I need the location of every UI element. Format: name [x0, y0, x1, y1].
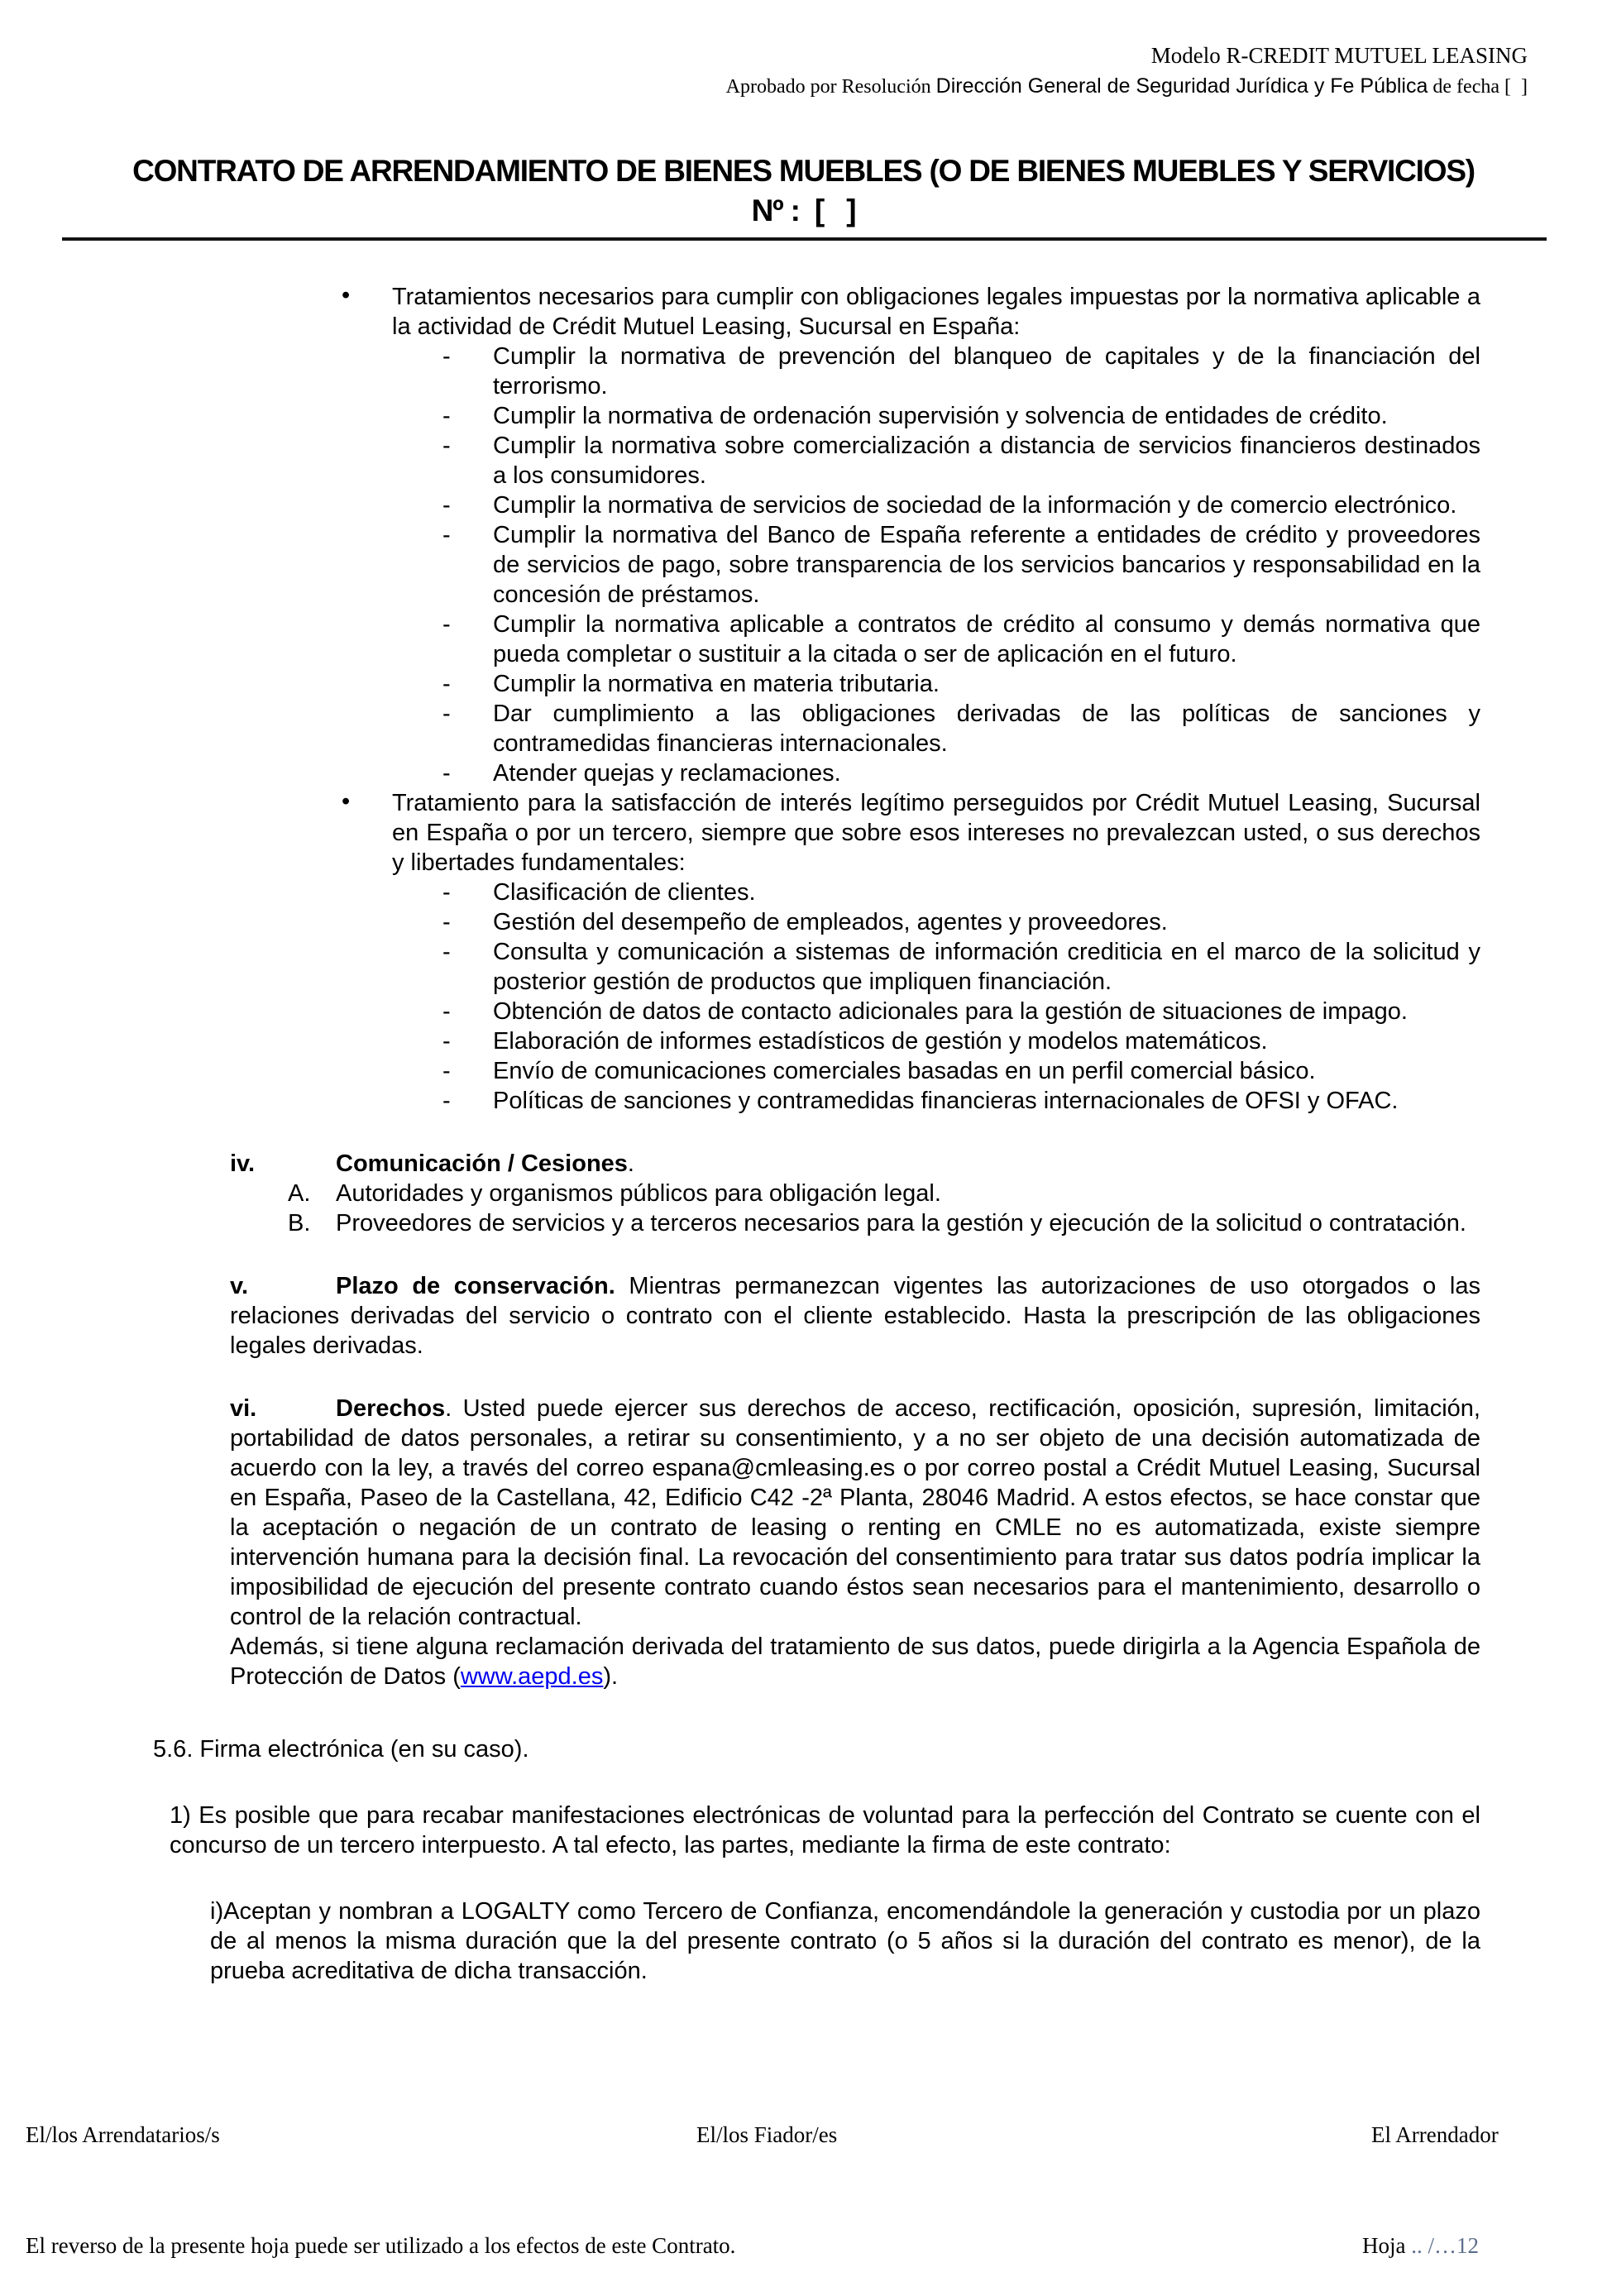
list-item: [442, 401, 1480, 431]
section-number: v.: [230, 1273, 249, 1299]
page-header: [0, 0, 1607, 103]
section-body: Mientras permanezcan vigentes las autorizaciones de uso otorgados o las relaciones derivadas del servicio o contrato con el cliente establecido. Hasta la prescripción de las obligaciones legales derivadas.: [230, 1273, 1480, 1359]
dash-icon: -: [442, 611, 451, 638]
dash-icon: -: [442, 879, 451, 906]
dash-icon: -: [442, 343, 451, 370]
section-iv-heading: [230, 1149, 1480, 1179]
bullet-icon: •: [342, 788, 351, 815]
list-item: [442, 997, 1480, 1026]
approval-serif-start: Aprobado por Resolución: [725, 76, 936, 98]
list-item: [442, 1026, 1480, 1056]
list-item-text: Dar cumplimiento a las obligaciones derivadas de las políticas de sanciones y contramedidas financieras internacionales.: [493, 701, 1480, 757]
list-item-text: Atender quejas y reclamaciones.: [493, 760, 841, 787]
item-text: Autoridades y organismos públicos para obligación legal.: [336, 1180, 941, 1207]
list-item-text: Elaboración de informes estadísticos de gestión y modelos matemáticos.: [493, 1028, 1268, 1055]
signature-lessor: El Arrendador: [1371, 2122, 1499, 2147]
list-item: [442, 758, 1480, 788]
dash-icon: -: [442, 492, 451, 519]
list-item-text: Cumplir la normativa de prevención del blanqueo de capitales y de la financiación del terrorismo.: [493, 343, 1480, 399]
dash-icon: -: [442, 433, 451, 459]
bullet-paragraph: [342, 788, 1480, 878]
claims-paragraph: [230, 1632, 1480, 1691]
list-item: [442, 342, 1480, 401]
dash-icon: -: [442, 1088, 451, 1114]
section-5-6-paragraph-1: 1) Es posible que para recabar manifestaciones electrónicas de voluntad para la perfección del Contrato se cuente con el concurso de un tercero interpuesto. A tal efecto, las partes, mediante la firma de este contrato:: [170, 1802, 1480, 1858]
list-item: [442, 699, 1480, 758]
bullet-text: Tratamiento para la satisfacción de interés legítimo perseguidos por Crédit Mutuel Leasing, Sucursal en España o por un tercero, siempre que sobre esos intereses no prevalezcan usted, o sus derechos y libertades fundamentales:: [392, 790, 1480, 876]
reverse-note: El reverso de la presente hoja puede ser utilizado a los efectos de este Contrato.: [26, 2233, 736, 2258]
list-item: [442, 490, 1480, 520]
lettered-item-a: [288, 1179, 1480, 1208]
dash-icon: -: [442, 939, 451, 965]
list-item: [442, 907, 1480, 937]
list-item-text: Cumplir la normativa de ordenación supervisión y solvencia de entidades de crédito.: [493, 403, 1388, 429]
list-item-text: Obtención de datos de contacto adicionales para la gestión de situaciones de impago.: [493, 998, 1408, 1025]
document-body: [0, 282, 1607, 1986]
item-marker: A.: [288, 1180, 311, 1207]
section-number: iv.: [230, 1150, 256, 1177]
dash-icon: -: [442, 671, 451, 697]
section-heading-text: Derechos: [336, 1395, 446, 1422]
list-item-text: Clasificación de clientes.: [493, 879, 756, 906]
claims-text-after: ).: [603, 1663, 619, 1690]
section-iv: [230, 1149, 1480, 1238]
dash-icon: -: [442, 998, 451, 1025]
contract-title: [0, 151, 1607, 231]
list-item: [442, 1056, 1480, 1086]
dash-icon: -: [442, 1058, 451, 1084]
list-item-text: Cumplir la normativa de servicios de sociedad de la información y de comercio electrónico.: [493, 492, 1457, 519]
bullet-icon: •: [342, 282, 351, 309]
list-item-text: Cumplir la normativa aplicable a contratos de crédito al consumo y demás normativa que pueda completar o sustituir a la citada o ser de aplicación en el futuro.: [493, 611, 1480, 667]
section-vi: [230, 1394, 1480, 1632]
dash-icon: -: [442, 701, 451, 727]
list-item-text: Cumplir la normativa en materia tributaria.: [493, 671, 940, 697]
list-item: [442, 610, 1480, 669]
section-heading-text: Plazo de conservación.: [336, 1273, 615, 1299]
section-number: vi.: [230, 1395, 257, 1422]
section-5-6-paragraph-2: i)Aceptan y nombran a LOGALTY como Tercero de Confianza, encomendándole la generación y custodia por un plazo de al menos la misma duración que la del presente contrato (o 5 años si la duración del contrato es menor), de la prueba acreditativa de dicha transacción.: [210, 1898, 1480, 1984]
bullet-text: Tratamientos necesarios para cumplir con obligaciones legales impuestas por la normativa aplicable a la actividad de Crédit Mutuel Leasing, Sucursal en España:: [392, 284, 1480, 340]
section-heading-period: .: [627, 1150, 634, 1177]
list-item-text: Cumplir la normativa del Banco de España referente a entidades de crédito y proveedores de servicios de pago, sobre transparencia de los servicios bancarios y responsabilidad en la concesión de préstamos.: [493, 522, 1480, 608]
section-body: . Usted puede ejercer sus derechos de acceso, rectificación, oposición, supresión, limitación, portabilidad de datos personales, a retirar su consentimiento, y a no ser objeto de una decisión automatizada de acuerdo con la ley, a través del correo espana@cmleasing.es o por correo postal a Crédit Mutuel Leasing, Sucursal en España, Paseo de la Castellana, 42, Edificio C42 -2ª Planta, 28046 Madrid. A estos efectos, se hace constar que la aceptación o negación de un contrato de leasing o renting en CMLE no es automatizada, existe siempre intervención humana para la decisión final. La revocación del consentimiento para tratar sus datos podría implicar la imposibilidad de ejecución del presente contrato cuando éstos sean necesarios para el mantenimiento, desarrollo o control de la relación contractual.: [230, 1395, 1480, 1630]
item-marker: B.: [288, 1210, 311, 1236]
claims-text-before: Además, si tiene alguna reclamación derivada del tratamiento de sus datos, puede dirigirla a la Agencia Española de Protección de Datos (: [230, 1634, 1480, 1690]
title-rule: [62, 237, 1547, 241]
contract-title-line1: CONTRATO DE ARRENDAMIENTO DE BIENES MUEBLES (O DE BIENES MUEBLES Y SERVICIOS): [132, 154, 1475, 188]
page-number-value: .. /…12: [1411, 2233, 1479, 2258]
list-item: [442, 1086, 1480, 1116]
section-v: [230, 1271, 1480, 1361]
approval-authority: Dirección General de Seguridad Jurídica y Fe Pública: [935, 74, 1428, 98]
list-item: [442, 937, 1480, 997]
list-item-text: Políticas de sanciones y contramedidas financieras internacionales de OFSI y OFAC.: [493, 1088, 1399, 1114]
list-item-text: Consulta y comunicación a sistemas de información crediticia en el marco de la solicitud y posterior gestión de productos que impliquen financiación.: [493, 939, 1480, 995]
page-number: [1362, 2233, 1479, 2259]
dash-icon: -: [442, 403, 451, 429]
item-text: Proveedores de servicios y a terceros necesarios para la gestión y ejecución de la solicitud o contratación.: [336, 1210, 1466, 1236]
section-5-6-heading: 5.6. Firma electrónica (en su caso).: [153, 1736, 529, 1763]
dash-icon: -: [442, 909, 451, 935]
dash-icon: -: [442, 1028, 451, 1055]
dash-icon: -: [442, 522, 451, 548]
approval-line: [0, 69, 1528, 103]
model-line: Modelo R-CREDIT MUTUEL LEASING: [1150, 43, 1528, 68]
list-item: [442, 669, 1480, 699]
lettered-item-b: [288, 1208, 1480, 1238]
list-item-text: Cumplir la normativa sobre comercialización a distancia de servicios financieros destinados a los consumidores.: [493, 433, 1480, 489]
bullet-paragraph: [342, 282, 1480, 342]
signature-guarantors: El/los Fiador/es: [696, 2122, 838, 2147]
list-item: [442, 878, 1480, 907]
aepd-link[interactable]: www.aepd.es: [460, 1663, 604, 1690]
contract-number-line: Nº : [ ]: [751, 194, 856, 227]
section-heading-text: Comunicación / Cesiones: [336, 1150, 628, 1177]
dash-icon: -: [442, 760, 451, 787]
page-number-label: Hoja: [1362, 2233, 1412, 2258]
list-item: [442, 520, 1480, 610]
list-item: [442, 431, 1480, 490]
approval-serif-end: de fecha [ ]: [1428, 76, 1528, 98]
list-item-text: Gestión del desempeño de empleados, agentes y proveedores.: [493, 909, 1168, 935]
signature-lessees: El/los Arrendatarios/s: [26, 2122, 220, 2147]
list-item-text: Envío de comunicaciones comerciales basadas en un perfil comercial básico.: [493, 1058, 1316, 1084]
